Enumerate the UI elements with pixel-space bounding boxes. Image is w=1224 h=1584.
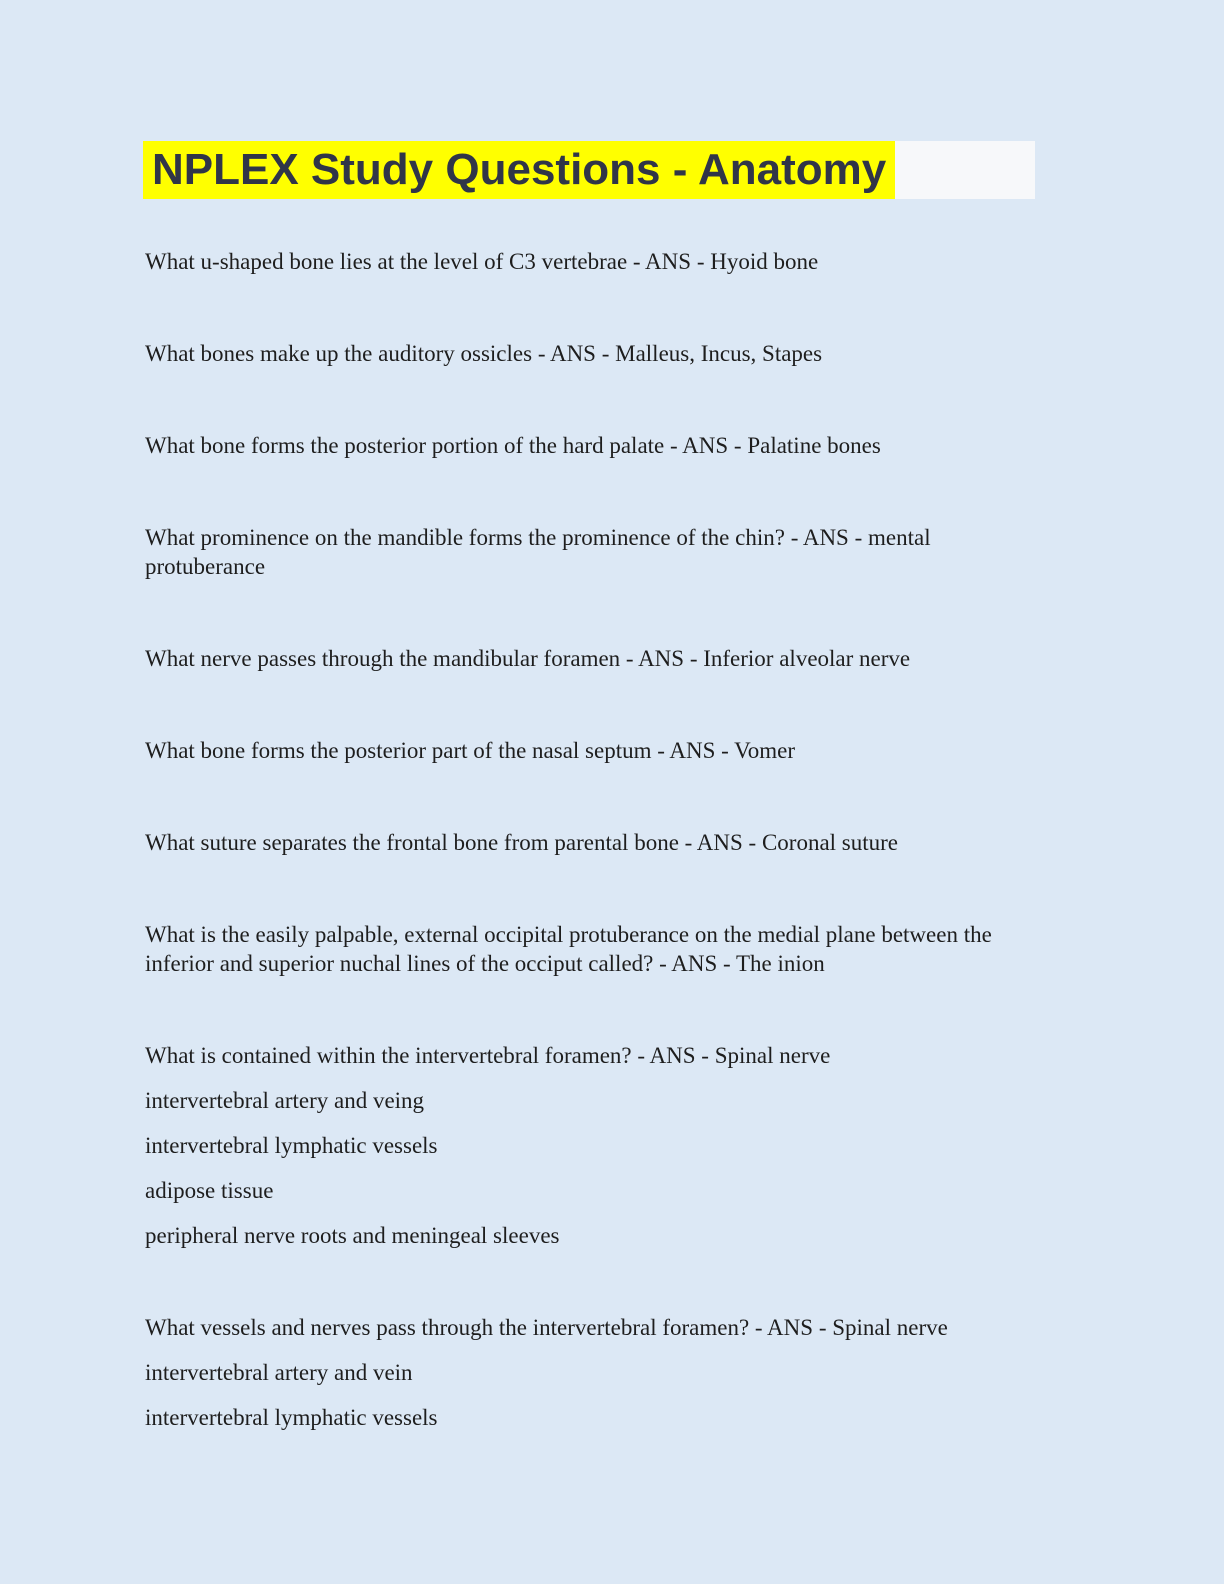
qa-line: What nerve passes through the mandibular foramen - ANS - Inferior alveolar nerve: [145, 646, 911, 671]
qa-paragraph: [145, 644, 1095, 673]
title-row: [143, 141, 1224, 199]
qa-block: [145, 736, 1095, 765]
qa-paragraph: [145, 920, 1095, 978]
qa-block: [145, 431, 1095, 460]
qa-paragraph: [145, 1221, 1095, 1250]
qa-line: What u-shaped bone lies at the level of C3 vertebrae - ANS - Hyoid bone: [145, 249, 819, 274]
qa-paragraph: [145, 828, 1095, 857]
qa-block: [145, 920, 1095, 978]
qa-line: intervertebral lymphatic vessels: [145, 1133, 438, 1158]
qa-content: [145, 247, 1095, 1432]
qa-block: [145, 1041, 1095, 1250]
qa-block: [145, 247, 1095, 276]
qa-line: What prominence on the mandible forms the prominence of the chin? - ANS - mental: [145, 525, 931, 550]
qa-line: What vessels and nerves pass through the intervertebral foramen? - ANS - Spinal nerve: [145, 1315, 948, 1340]
qa-paragraph: [145, 1403, 1095, 1432]
qa-paragraph: [145, 523, 1095, 581]
qa-paragraph: [145, 339, 1095, 368]
qa-paragraph: [145, 1041, 1095, 1070]
qa-paragraph: [145, 1313, 1095, 1342]
qa-line: peripheral nerve roots and meningeal sleeves: [145, 1223, 560, 1248]
qa-line: intervertebral artery and vein: [145, 1360, 413, 1385]
qa-block: [145, 339, 1095, 368]
qa-line: What suture separates the frontal bone from parental bone - ANS - Coronal suture: [145, 830, 899, 855]
page-title: NPLEX Study Questions - Anatomy: [143, 141, 895, 199]
qa-line: What bones make up the auditory ossicles - ANS - Malleus, Incus, Stapes: [145, 341, 823, 366]
qa-block: [145, 523, 1095, 581]
qa-line: adipose tissue: [145, 1178, 274, 1203]
qa-paragraph: [145, 1086, 1095, 1115]
qa-line: intervertebral artery and veing: [145, 1088, 425, 1113]
qa-paragraph: [145, 1176, 1095, 1205]
qa-block: [145, 828, 1095, 857]
qa-line: What is the easily palpable, external occipital protuberance on the medial plane between the: [145, 922, 992, 947]
title-side-block: [895, 141, 1035, 199]
qa-block: [145, 644, 1095, 673]
qa-paragraph: [145, 736, 1095, 765]
qa-line: What bone forms the posterior portion of the hard palate - ANS - Palatine bones: [145, 433, 881, 458]
qa-paragraph: [145, 1358, 1095, 1387]
qa-line: What bone forms the posterior part of the nasal septum - ANS - Vomer: [145, 738, 796, 763]
qa-paragraph: [145, 1131, 1095, 1160]
qa-paragraph: [145, 431, 1095, 460]
qa-block: [145, 1313, 1095, 1432]
qa-line: inferior and superior nuchal lines of the occiput called? - ANS - The inion: [145, 951, 825, 976]
qa-paragraph: [145, 247, 1095, 276]
qa-line: intervertebral lymphatic vessels: [145, 1405, 438, 1430]
qa-line: What is contained within the intervertebral foramen? - ANS - Spinal nerve: [145, 1043, 831, 1068]
qa-line: protuberance: [145, 554, 266, 579]
